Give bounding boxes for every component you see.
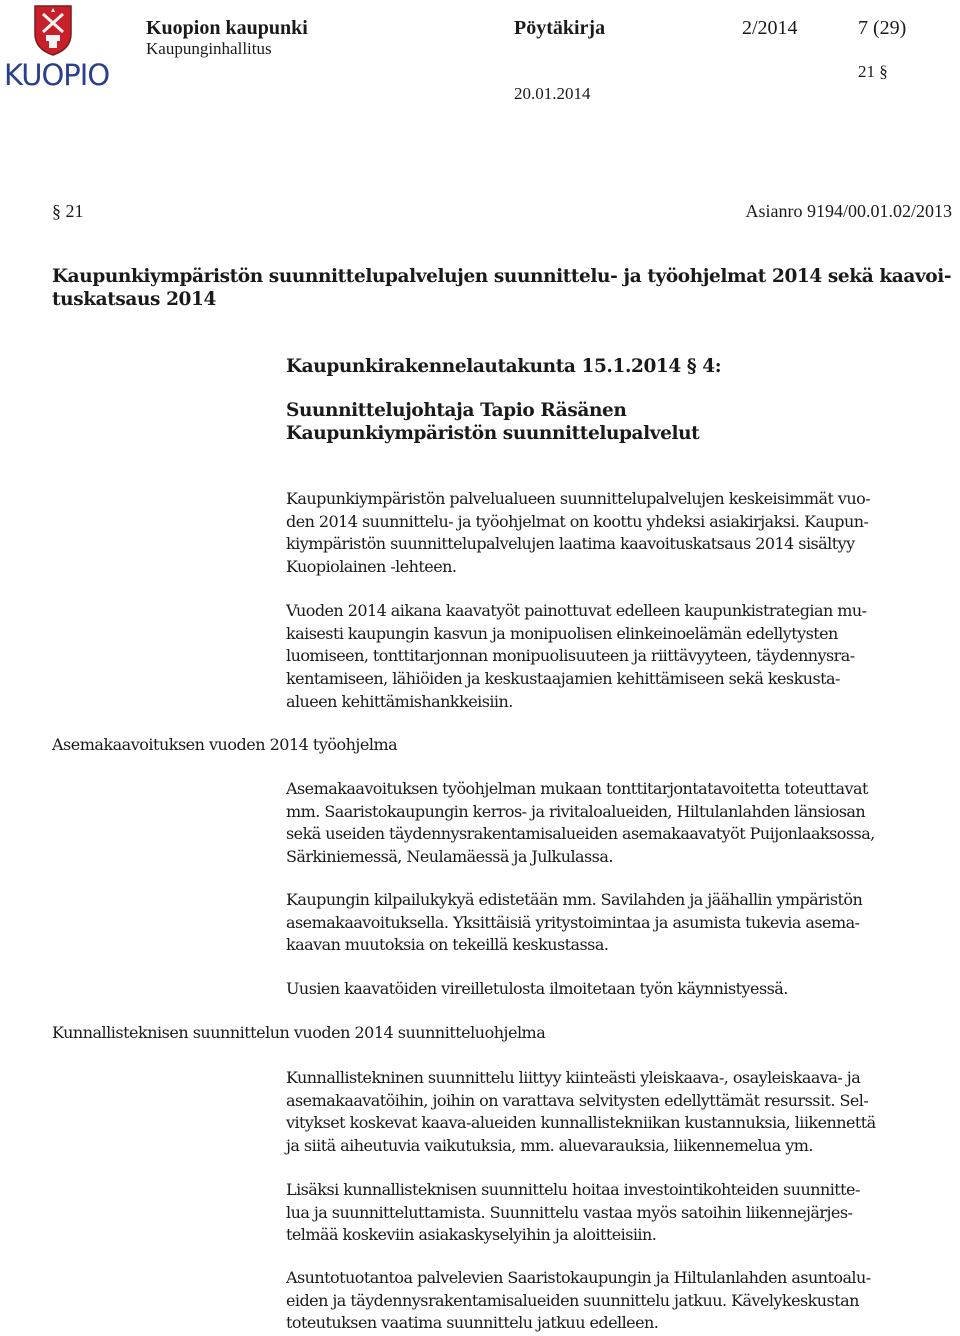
- document-type: Pöytäkirja: [514, 17, 606, 39]
- paragraph-2: [286, 600, 958, 714]
- text-line: Vuoden 2014 aikana kaavatyöt painottuvat edelleen kaupunkistrategian mu-: [286, 601, 867, 620]
- document-number: 2/2014: [742, 17, 798, 39]
- coat-of-arms-icon: [32, 4, 74, 56]
- text-line: vitykset koskevat kaava-alueiden kunnallistekniikan kustannuksia, liikennettä: [286, 1113, 876, 1133]
- kuopio-logo: [4, 2, 110, 98]
- page-number: 7 (29): [858, 17, 907, 39]
- text-line: asemakaavatöihin, joihin on varattava selvitysten edellyttämät resurssit. Sel-: [286, 1090, 869, 1110]
- paragraph-4: [286, 889, 958, 957]
- text-line: Asuntotuotantoa palvelevien Saaristokaupungin ja Hiltulanlahden asuntoalu-: [286, 1268, 871, 1287]
- text-line: alueen kehittämishankkeisiin.: [286, 691, 513, 711]
- side-heading-engineering: Kunnallisteknisen suunnittelun vuoden 2014 suunnitteluohjelma: [52, 1023, 546, 1042]
- side-heading-zoning: Asemakaavoituksen vuoden 2014 työohjelma: [52, 735, 398, 754]
- case-title-line: tuskatsaus 2014: [52, 289, 216, 310]
- paragraph-6: [286, 1067, 958, 1158]
- paragraph-5: [286, 978, 958, 1001]
- section-number: 21 §: [858, 62, 888, 81]
- text-line: eiden ja täydennysrakentamisalueiden suunnittelu jatkuu. Kävelykeskustan: [286, 1290, 859, 1310]
- logo-wordmark: KUOPIO: [4, 58, 110, 92]
- text-line: mm. Saaristokaupungin kerros- ja rivitaloalueiden, Hiltulanlahden länsiosan: [286, 801, 866, 821]
- meeting-reference: Kaupunkirakennelautakunta 15.1.2014 § 4:: [286, 356, 722, 377]
- city-name: Kuopion kaupunki: [146, 17, 308, 39]
- text-line: telmää koskeviin asiakaskyselyihin ja aloitteisiin.: [286, 1225, 657, 1245]
- case-reference: Asianro 9194/00.01.02/2013: [745, 201, 952, 221]
- text-line: kentamiseen, lähiöiden ja keskustaajamien kehittämiseen sekä keskusta-: [286, 669, 840, 689]
- presenter-unit: Kaupunkiympäristön suunnittelupalvelut: [286, 423, 700, 444]
- paragraph-7: [286, 1179, 958, 1247]
- paragraph-1: [286, 488, 958, 579]
- paragraph-8: [286, 1267, 958, 1335]
- case-title: [52, 265, 951, 311]
- case-title-line: Kaupunkiympäristön suunnittelupalvelujen suunnittelu- ja työohjelmat 2014 sekä kaavoi-: [52, 266, 952, 287]
- case-section: § 21: [52, 201, 84, 221]
- text-line: kaisesti kaupungin kasvun ja monipuolisen elinkeinoelämän edellytysten: [286, 623, 838, 643]
- text-line: toteutuksen vaatima suunnittelu jatkuu edelleen.: [286, 1313, 659, 1333]
- text-line: ja siitä aiheutuvia vaikutuksia, mm. aluevarauksia, liikennemelua ym.: [286, 1136, 813, 1156]
- text-line: Kaupunkiympäristön palvelualueen suunnittelupalvelujen keskeisimmät vuo-: [286, 489, 871, 508]
- presenter: Suunnittelujohtaja Tapio Räsänen: [286, 400, 627, 421]
- text-line: Asemakaavoituksen työohjelman mukaan tonttitarjontatavoitetta toteuttavat: [286, 779, 868, 798]
- text-line: Kunnallistekninen suunnittelu liittyy kiinteästi yleiskaava-, osayleiskaava- ja: [286, 1068, 861, 1087]
- text-line: asemakaavoituksella. Yksittäisiä yritystoimintaa ja asumista tukevia asema-: [286, 912, 860, 932]
- text-line: Lisäksi kunnallisteknisen suunnittelu hoitaa investointikohteiden suunnitte-: [286, 1180, 860, 1199]
- paragraph-3: [286, 778, 958, 869]
- text-line: Särkiniemessä, Neulamäessä ja Julkulassa.: [286, 847, 613, 867]
- text-line: Uusien kaavatöiden vireilletulosta ilmoitetaan työn käynnistyessä.: [286, 979, 788, 998]
- meeting-date: 20.01.2014: [514, 84, 591, 103]
- text-line: lua ja suunnitteluttamista. Suunnittelu vastaa myös satoihin liikennejärjes-: [286, 1202, 853, 1222]
- text-line: kiympäristön suunnittelupalvelujen laatima kaavoituskatsaus 2014 sisältyy: [286, 534, 855, 554]
- text-line: den 2014 suunnittelu- ja työohjelmat on koottu yhdeksi asiakirjaksi. Kaupun-: [286, 511, 869, 531]
- text-line: kaavan muutoksia on tekeillä keskustassa.: [286, 935, 609, 955]
- text-line: Kaupungin kilpailukykyä edistetään mm. Savilahden ja jäähallin ympäristön: [286, 890, 863, 909]
- text-line: sekä useiden täydennysrakentamisalueiden asemakaavatyöt Puijonlaaksossa,: [286, 824, 875, 844]
- body-name: Kaupunginhallitus: [146, 39, 272, 58]
- text-line: luomiseen, tonttitarjonnan monipuolisuuteen ja riittävyyteen, täydennysra-: [286, 646, 855, 666]
- text-line: Kuopiolainen -lehteen.: [286, 557, 457, 577]
